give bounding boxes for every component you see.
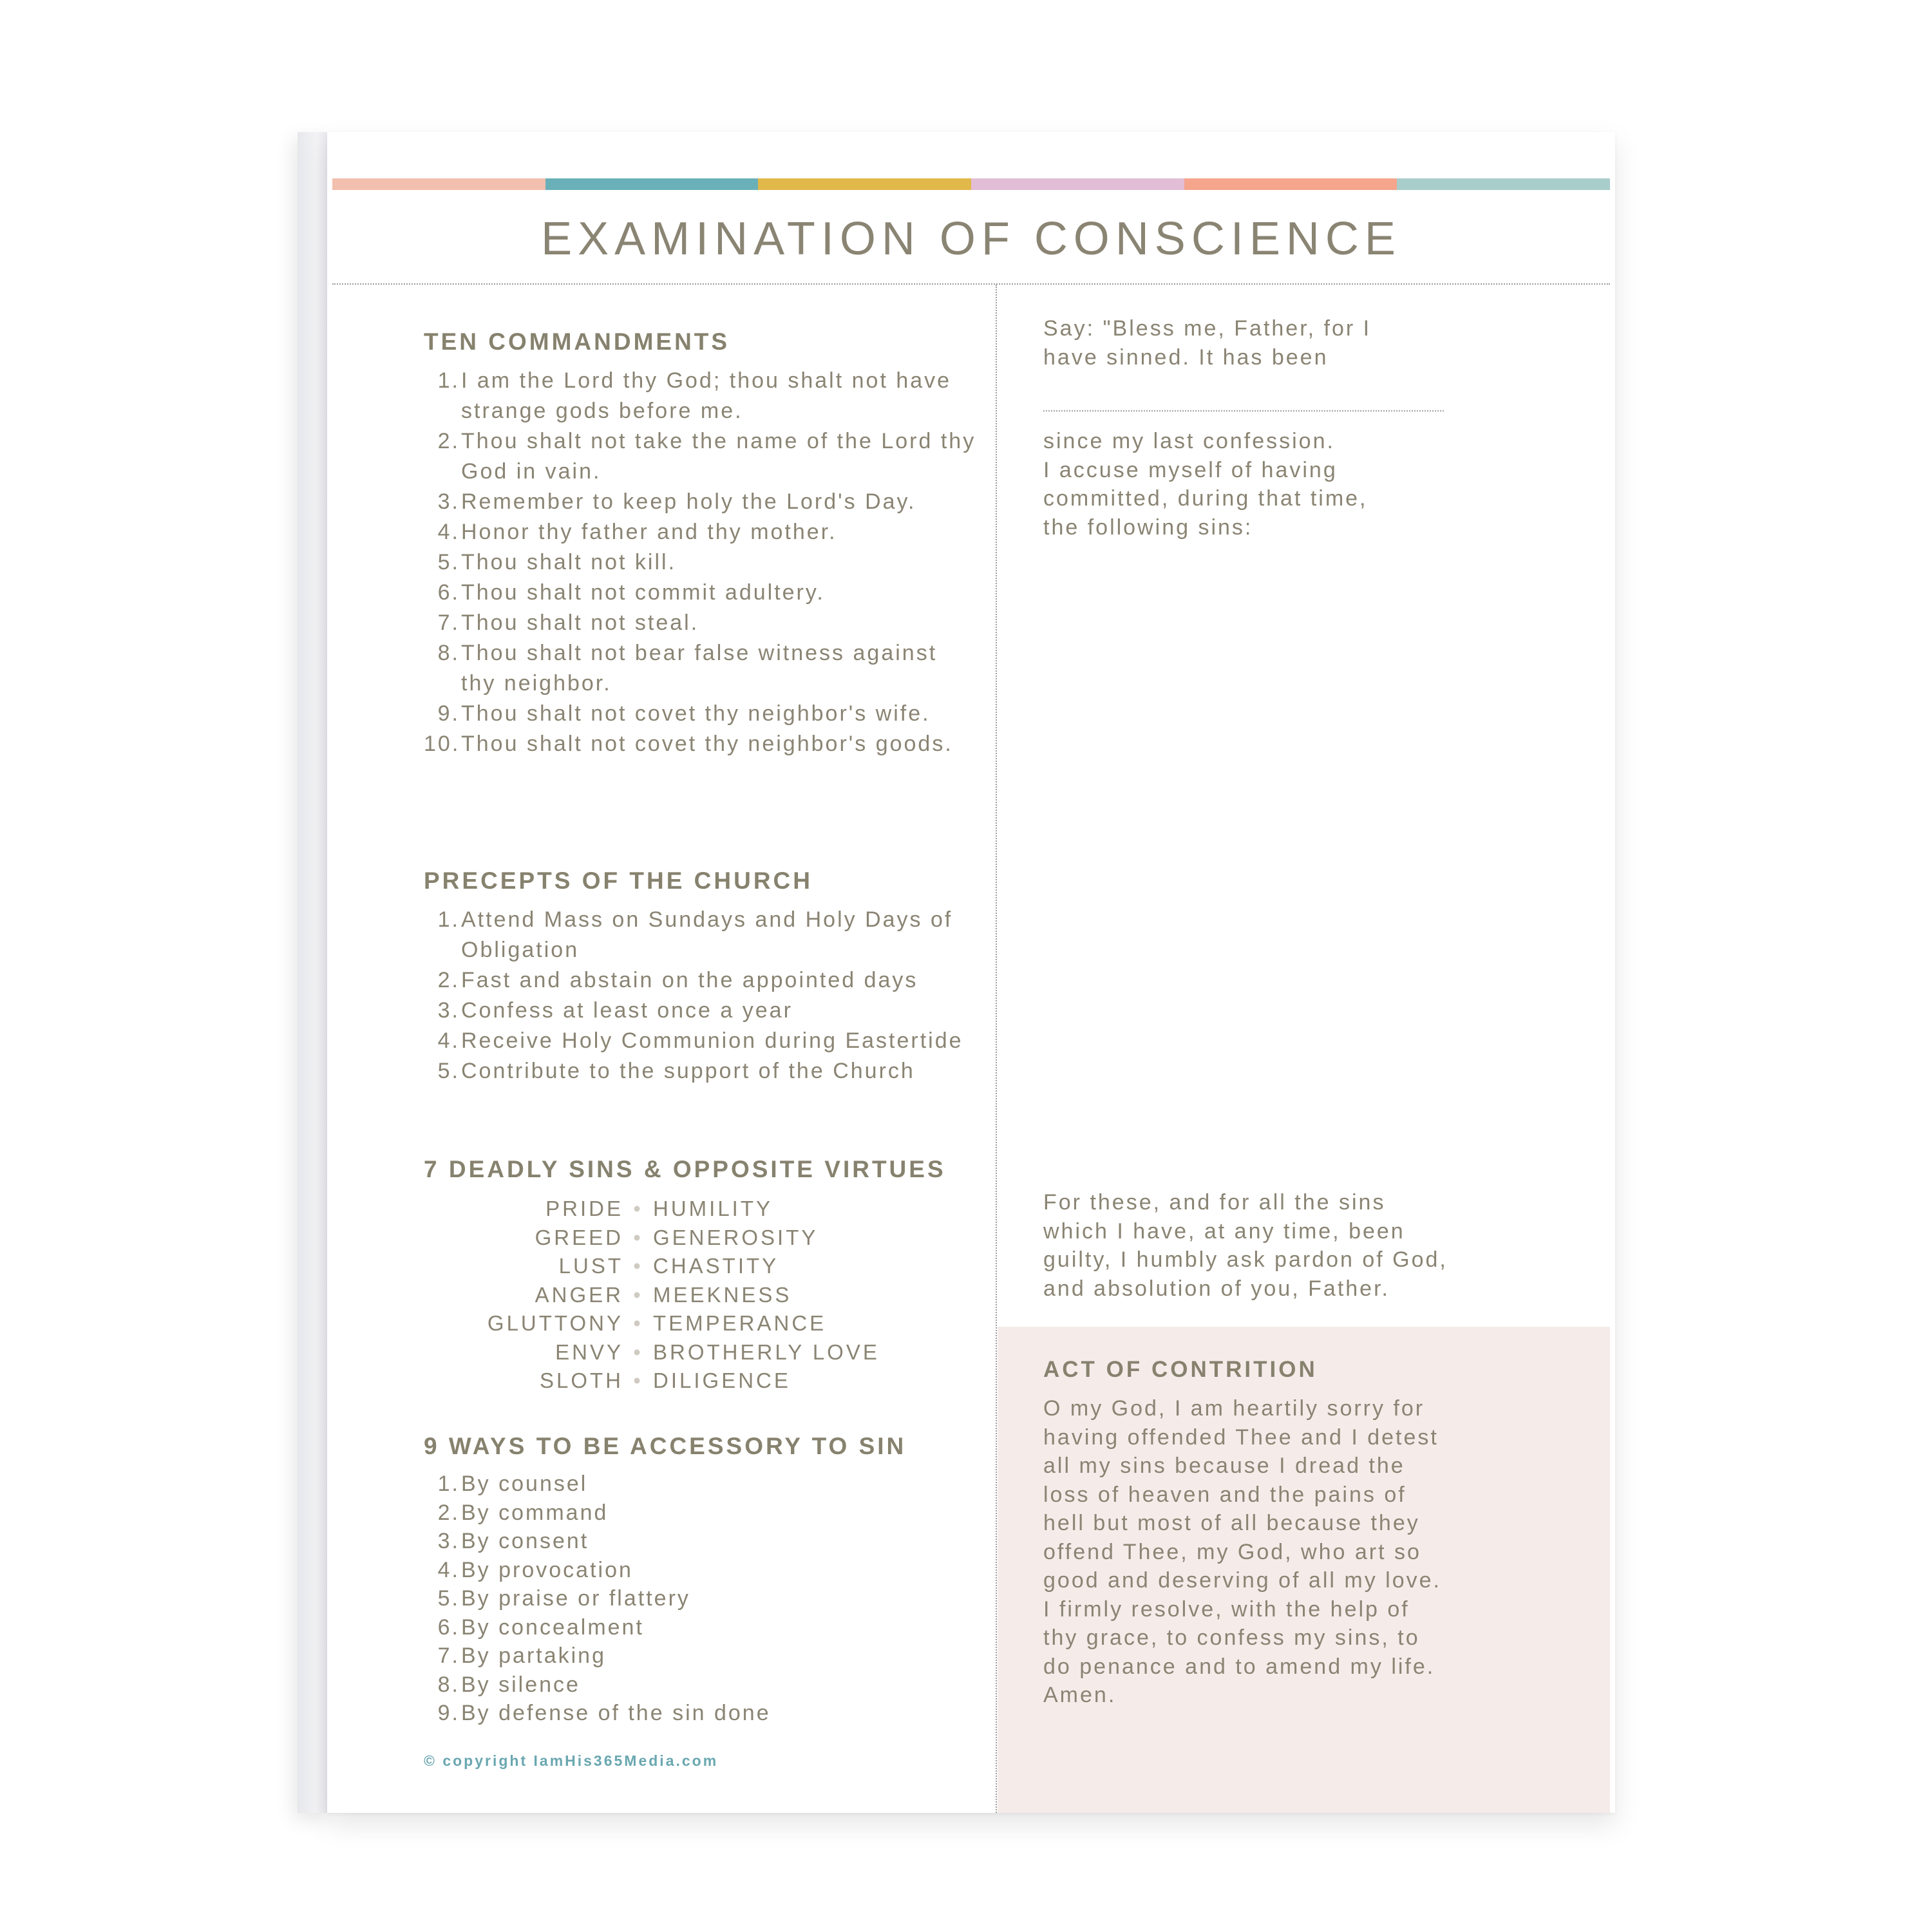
stripe-segment	[545, 178, 759, 190]
list-item: 7. Thou shalt not steal.	[437, 611, 699, 635]
list-item: 3. By consent	[437, 1529, 589, 1553]
sin-virtue-row: ENVY • BROTHERLY LOVE	[555, 1340, 880, 1364]
list-item: 8. By silence	[437, 1672, 580, 1697]
list-item: 1. By counsel	[437, 1472, 588, 1496]
precepts-heading: PRECEPTS OF THE CHURCH	[424, 867, 813, 894]
contrition-text: O my God, I am heartily sorry for having offended Thee and I detest all my sins because I dread the loss of heaven and the pains of hell but most of all because they offend Thee, my God, who art so good and deserving of all my love. I firmly resolve, with the help of thy grace, to confess my sins, to do penance and to amend my life. Amen.	[1043, 1396, 1441, 1707]
sin-virtue-row: GLUTTONY • TEMPERANCE	[487, 1311, 827, 1335]
list-item: 7. By partaking	[437, 1643, 606, 1668]
color-stripe	[332, 178, 1610, 190]
sin-virtue-row: SLOTH • DILIGENCE	[539, 1368, 791, 1392]
sin-virtue-row: GREED • GENEROSITY	[535, 1225, 819, 1249]
copyright-notice: © copyright IamHis365Media.com	[424, 1752, 719, 1769]
list-item: 9. Thou shalt not covet thy neighbor's wife.	[437, 701, 931, 726]
list-item: 1. I am the Lord thy God; thou shalt not have strange gods before me.	[437, 368, 952, 423]
list-item: 5. By praise or flattery	[437, 1586, 690, 1611]
list-item: 3. Remember to keep holy the Lord's Day.	[437, 489, 916, 514]
column-divider	[996, 285, 997, 1813]
commandments-heading: TEN COMMANDMENTS	[424, 328, 730, 355]
list-item: 8. Thou shalt not bear false witness against thy neighbor.	[437, 641, 938, 696]
list-item: 3. Confess at least once a year	[437, 998, 793, 1023]
list-item: 2. By command	[437, 1500, 609, 1525]
stripe-segment	[332, 178, 545, 190]
precepts-list	[424, 905, 978, 1086]
contrition-heading: ACT OF CONTRITION	[1043, 1357, 1318, 1382]
list-item: 4. Honor thy father and thy mother.	[437, 520, 837, 544]
notepad-sheet	[327, 132, 1615, 1813]
commandments-list	[424, 366, 978, 759]
list-item: 2. Thou shalt not take the name of the Lord thy God in vain.	[437, 429, 976, 484]
sin-virtue-row: PRIDE • HUMILITY	[545, 1197, 773, 1220]
list-item: 5. Contribute to the support of the Church	[437, 1059, 915, 1083]
list-item: 6. By concealment	[437, 1615, 644, 1640]
list-item: 4. Receive Holy Communion during Eastertide	[437, 1028, 963, 1053]
list-item: 5. Thou shalt not kill.	[437, 550, 677, 574]
time-since-blank	[1043, 410, 1444, 412]
sin-virtue-row: ANGER • MEEKNESS	[535, 1282, 792, 1307]
list-item: 10. Thou shalt not covet thy neighbor's goods.	[424, 732, 953, 756]
list-item: 4. By provocation	[437, 1557, 633, 1582]
confession-closing: For these, and for all the sins which I have, at any time, been guilty, I humbly ask pardon of God, and absolution of you, Father.	[1043, 1190, 1448, 1301]
title-divider	[332, 283, 1610, 285]
list-item: 1. Attend Mass on Sundays and Holy Days of Obligation	[437, 907, 953, 962]
stripe-segment	[1184, 178, 1397, 190]
sin-virtue-row: LUST • CHASTITY	[558, 1254, 779, 1278]
stripe-segment	[1397, 178, 1610, 190]
accessory-list	[424, 1470, 978, 1728]
list-item: 2. Fast and abstain on the appointed days	[437, 968, 918, 992]
confession-intro: Say: "Bless me, Father, for I have sinned. It has been	[1043, 316, 1372, 370]
deadly-sins-heading: 7 DEADLY SINS & OPPOSITE VIRTUES	[424, 1156, 946, 1182]
list-item: 6. Thou shalt not commit adultery.	[437, 580, 825, 605]
stripe-segment	[971, 178, 1184, 190]
page-title: EXAMINATION OF CONSCIENCE	[541, 213, 1401, 265]
notepad-edge	[298, 132, 328, 1813]
accessory-heading: 9 WAYS TO BE ACCESSORY TO SIN	[424, 1433, 907, 1459]
confession-accusation: since my last confession. I accuse myself of having committed, during that time, the following sins:	[1043, 429, 1368, 540]
list-item: 9. By defense of the sin done	[437, 1701, 771, 1725]
stripe-segment	[758, 178, 971, 190]
sins-virtues-table	[366, 1195, 945, 1396]
